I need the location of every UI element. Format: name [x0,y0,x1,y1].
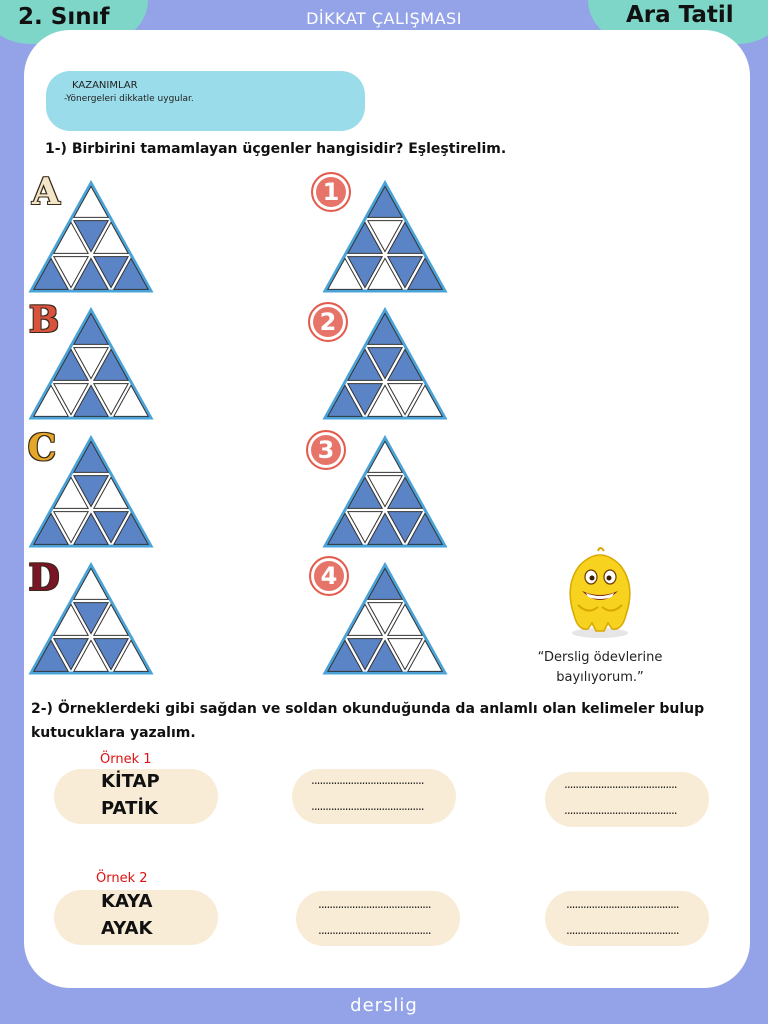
example-1-word-1: KİTAP [101,771,160,792]
answer-box-4-blanks[interactable] [566,891,679,943]
example-1-word-2: PATİK [101,798,158,819]
answer-line[interactable]: ........................................ [566,897,679,911]
example-1-words [101,768,160,822]
example-2-label: Örnek 2 [96,871,148,886]
grade-label: 2. Sınıf [18,4,110,30]
letter-badge-a: A [32,171,60,213]
triangle-puzzle-2 [320,305,450,423]
answer-box-3-blanks[interactable] [318,891,431,943]
objectives-text: -Yönergeleri dikkatle uygular. [64,94,194,104]
triangle-puzzle-3 [320,433,450,551]
number-badge-2: 2 [308,302,348,342]
answer-line[interactable]: ........................................ [564,777,677,791]
answer-line[interactable]: ........................................ [564,803,677,817]
answer-box-2-blanks[interactable] [564,771,677,823]
footer-brand: derslig [350,995,418,1016]
example-2-words [101,888,152,942]
answer-line[interactable]: ........................................ [318,923,431,937]
triangle-puzzle-d [26,557,156,678]
subject-title: DİKKAT ÇALIŞMASI [306,9,462,28]
number-badge-3: 3 [306,430,346,470]
triangle-puzzle-4 [320,560,450,678]
answer-line[interactable]: ........................................ [566,923,679,937]
number-badge-1: 1 [311,172,351,212]
mascot-quote: “Derslig ödevlerine bayılıyorum.” [537,650,663,685]
answer-line[interactable]: ........................................ [311,799,424,813]
question-2: 2-) Örneklerdeki gibi sağdan ve soldan okunduğunda da anlamlı olan kelimeler bulup kutucuklara yazalım. [31,701,705,741]
example-2-word-1: KAYA [101,891,153,912]
question-1: 1-) Birbirini tamamlayan üçgenler hangisidir? Eşleştirelim. [45,141,507,157]
number-badge-4: 4 [309,556,349,596]
term-label: Ara Tatil [626,2,734,28]
mascot-illustration [560,545,640,640]
example-1-label: Örnek 1 [100,752,152,767]
letter-badge-c: C [27,427,57,469]
letter-badge-d: D [28,557,60,599]
answer-box-1-blanks[interactable] [311,767,424,819]
answer-line[interactable]: ........................................ [311,773,424,787]
triangle-puzzle-c [26,433,156,551]
triangle-puzzle-a [26,178,156,296]
objectives-title: KAZANIMLAR [72,80,138,91]
letter-badge-b: B [28,299,60,341]
example-2-word-2: AYAK [101,918,153,939]
answer-line[interactable]: ........................................ [318,897,431,911]
triangle-puzzle-b [26,305,156,423]
triangle-puzzle-1 [320,178,450,296]
